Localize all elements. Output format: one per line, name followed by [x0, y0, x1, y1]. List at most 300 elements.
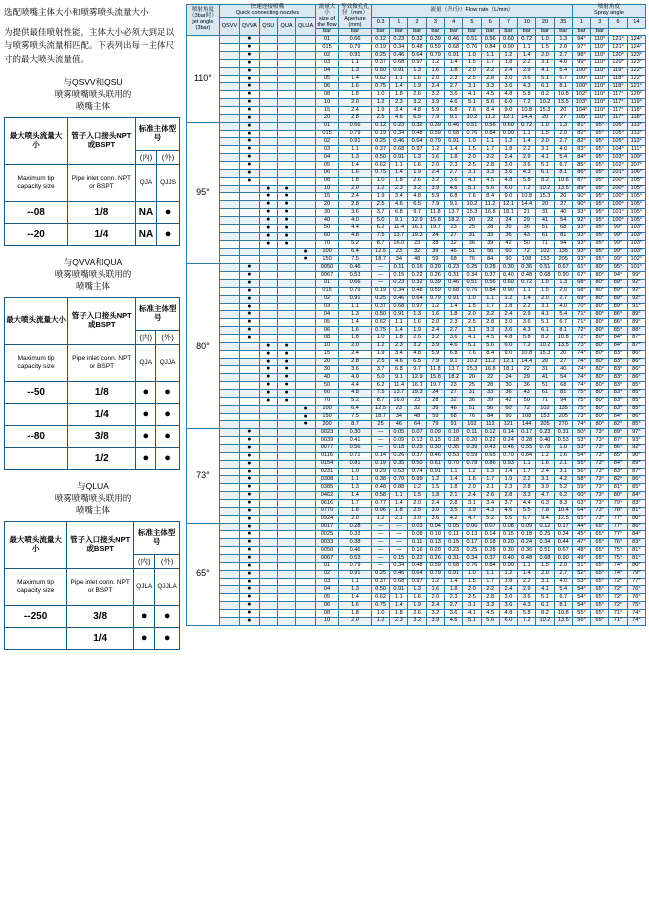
- cell-spray-angle: 65°: [591, 610, 609, 618]
- cell-nozzle-qua: [277, 248, 295, 256]
- cell-flow-rate: 0.78: [536, 444, 554, 452]
- cell-flow-rate: 1.2: [499, 52, 517, 60]
- cell-flow-rate: 0.46: [390, 52, 408, 60]
- cell-flow-rate: 0.19: [371, 130, 389, 138]
- cell-spray-angle: 51°: [572, 562, 590, 570]
- cell-nozzle-qvva: ●: [240, 610, 260, 618]
- cell-flow-rate: 0.16: [408, 264, 426, 272]
- cell-spray-angle: 93°: [572, 256, 590, 264]
- cell-nozzle-qua: ●: [277, 185, 295, 193]
- cell-flow-rate: 1.6: [426, 154, 444, 162]
- cell-flow-size: 0924: [315, 515, 338, 523]
- cell-flow-rate: —: [371, 264, 389, 272]
- cell-spray-angle: 73°: [572, 342, 590, 350]
- cell-flow-rate: 4.4: [518, 500, 536, 508]
- cell-flow-rate: 6.1: [536, 327, 554, 335]
- cell-nozzle-qlua: [296, 209, 316, 217]
- cell-flow-rate: 46: [445, 405, 463, 413]
- cell-flow-size: 0077: [315, 444, 338, 452]
- cell-flow-rate: 4.1: [463, 610, 481, 618]
- cell-aperture: 1.8: [339, 610, 372, 618]
- cell-flow-rate: 0.55: [518, 444, 536, 452]
- cell-aperture: 0.33: [339, 531, 372, 539]
- table-row: [187, 500, 646, 508]
- cell-nozzle-qvva: ●: [240, 75, 260, 83]
- cell-flow-rate: 2.2: [481, 311, 499, 319]
- cell-nozzle-qua: [277, 99, 295, 107]
- cell-flow-rate: 94: [554, 397, 572, 405]
- cell-flow-rate: 1.4: [518, 570, 536, 578]
- cell-nozzle-qsvv: [219, 358, 239, 366]
- cell-flow-rate: 6.8: [390, 209, 408, 217]
- cell-flow-rate: 0.79: [426, 570, 444, 578]
- cell-flow-rate: 2.3: [445, 319, 463, 327]
- cell-spray-angle: 74°: [609, 570, 627, 578]
- cell-flow-rate: 2.0: [426, 162, 444, 170]
- cell-spray-angle: 73°: [591, 500, 609, 508]
- cell-flow-rate: 102: [536, 405, 554, 413]
- cell-nozzle-qlua: [296, 138, 316, 146]
- cell-nozzle-qsvv: [219, 389, 239, 397]
- cell-nozzle-qua: [277, 617, 295, 625]
- cell-aperture: 2.4: [339, 107, 372, 115]
- cell-flow-rate: 43: [518, 232, 536, 240]
- cell-flow-rate: 1.2: [536, 452, 554, 460]
- cell-model-1: NA: [135, 201, 156, 223]
- cell-spray-angle: 80°: [591, 366, 609, 374]
- cell-flow-size: 10: [315, 185, 338, 193]
- cell-flow-rate: 9.7: [408, 209, 426, 217]
- cell-spray-angle: 95°: [591, 138, 609, 146]
- cell-nozzle-qvva: [240, 217, 260, 225]
- cell-nozzle-qlua: [296, 476, 316, 484]
- cell-nozzle-qvva: [240, 389, 260, 397]
- cell-nozzle-qsvv: [219, 523, 239, 531]
- cell-flow-rate: 1.9: [408, 169, 426, 177]
- cell-spray-angle: 54°: [572, 594, 590, 602]
- cell-nozzle-qua: [277, 421, 295, 429]
- cell-spray-angle: 84°: [609, 460, 627, 468]
- cell-flow-rate: 0.23: [536, 429, 554, 437]
- cell-flow-rate: 3.1: [463, 169, 481, 177]
- cell-flow-rate: 0.75: [371, 83, 389, 91]
- cell-nozzle-qua: [277, 146, 295, 154]
- cell-flow-rate: 7.6: [463, 107, 481, 115]
- cell-spray-angle: 100°: [609, 217, 627, 225]
- cell-flow-rate: 1.7: [518, 468, 536, 476]
- cell-spray-angle: 102°: [572, 91, 590, 99]
- cell-spray-angle: 85°: [627, 484, 645, 492]
- cell-flow-rate: 81: [554, 389, 572, 397]
- cell-flow-rate: 5.8: [518, 91, 536, 99]
- cell-flow-rate: 20: [463, 217, 481, 225]
- cell-flow-rate: 60: [499, 405, 517, 413]
- header-pressure: 35: [554, 17, 572, 29]
- cell-pipe-size: 1/2: [68, 447, 136, 469]
- cell-spray-angle: 118°: [627, 114, 645, 122]
- cell-flow-rate: 2.7: [445, 602, 463, 610]
- cell-nozzle-qsvv: [219, 405, 239, 413]
- cell-nozzle-qvva: ●: [240, 146, 260, 154]
- cell-spray-angle: 85°: [609, 327, 627, 335]
- cell-flow-size: 03: [315, 303, 338, 311]
- cell-flow-rate: 3.9: [426, 99, 444, 107]
- table-row: [5, 605, 180, 627]
- cell-nozzle-qvva: [240, 382, 260, 390]
- cell-flow-rate: 1.4: [518, 295, 536, 303]
- header-pressure: 7: [499, 17, 517, 29]
- table-row: [187, 279, 646, 287]
- cell-flow-rate: 135: [554, 248, 572, 256]
- cell-flow-rate: 5.4: [554, 311, 572, 319]
- cell-spray-angle: 124°: [627, 44, 645, 52]
- cell-nozzle-qsvv: [219, 311, 239, 319]
- cell-flow-rate: 1.9: [371, 107, 389, 115]
- cell-flow-rate: 6.0: [499, 185, 517, 193]
- cell-flow-rate: 0.25: [371, 295, 389, 303]
- cell-spray-angle: 75°: [572, 389, 590, 397]
- cell-nozzle-qsvv: [219, 99, 239, 107]
- cell-tip-size: --08: [5, 201, 68, 223]
- cell-flow-rate: 0.15: [445, 539, 463, 547]
- cell-flow-rate: 0.29: [371, 468, 389, 476]
- cell-spray-angle: 65°: [591, 547, 609, 555]
- cell-flow-rate: 8.7: [371, 397, 389, 405]
- cell-flow-rate: 10.4: [554, 507, 572, 515]
- cell-flow-rate: 0.37: [371, 578, 389, 586]
- cell-aperture: 1.8: [339, 177, 372, 185]
- cell-model-2: ●: [155, 627, 180, 649]
- cell-nozzle-qsu: [259, 36, 277, 44]
- cell-flow-size: 02: [315, 138, 338, 146]
- cell-nozzle-qlua: [296, 44, 316, 52]
- cell-nozzle-qsvv: [219, 342, 239, 350]
- cell-flow-rate: 39: [426, 405, 444, 413]
- body-selection-table: [4, 117, 180, 246]
- cell-spray-angle: 63°: [572, 500, 590, 508]
- cell-spray-angle: 74°: [572, 366, 590, 374]
- cell-flow-rate: 1.1: [445, 468, 463, 476]
- cell-spray-angle: 93°: [572, 232, 590, 240]
- cell-flow-rate: 11.8: [426, 366, 444, 374]
- cell-flow-rate: 1.2: [499, 570, 517, 578]
- table-row: [187, 515, 646, 523]
- cell-flow-rate: 3.6: [499, 327, 517, 335]
- cell-flow-rate: 8.1: [554, 327, 572, 335]
- cell-spray-angle: 75°: [572, 397, 590, 405]
- cell-flow-rate: 0.19: [371, 287, 389, 295]
- cell-nozzle-qua: [277, 547, 295, 555]
- cell-flow-rate: 2.4: [426, 602, 444, 610]
- cell-flow-rate: 10.8: [518, 350, 536, 358]
- cell-flow-rate: 18.2: [445, 374, 463, 382]
- body-selection-table: [4, 521, 180, 650]
- cell-flow-rate: 1.5: [408, 492, 426, 500]
- cell-flow-rate: 4.3: [518, 327, 536, 335]
- header-jet-angle: 喷射角度（3bar时） jet angle (3bar): [187, 5, 220, 36]
- cell-spray-angle: 87°: [609, 437, 627, 445]
- cell-spray-angle: 83°: [627, 539, 645, 547]
- cell-aperture: 0.79: [339, 130, 372, 138]
- cell-flow-rate: 5.2: [481, 515, 499, 523]
- cell-nozzle-qlua: [296, 547, 316, 555]
- cell-flow-rate: 0.48: [408, 44, 426, 52]
- cell-nozzle-qvva: ●: [240, 327, 260, 335]
- cell-spray-angle: 72°: [609, 594, 627, 602]
- cell-aperture: 1.7: [339, 500, 372, 508]
- col-pipe-inlet: 管子入口接头NPT或BSPT: [68, 297, 136, 344]
- cell-spray-angle: 80°: [591, 374, 609, 382]
- cell-flow-rate: 2.3: [499, 484, 517, 492]
- cell-spray-angle: 95°: [591, 162, 609, 170]
- cell-flow-rate: 4.0: [554, 59, 572, 67]
- cell-flow-rate: 68: [445, 413, 463, 421]
- cell-aperture: 1.3: [339, 484, 372, 492]
- cell-spray-angle: 65°: [591, 539, 609, 547]
- cell-flow-rate: 4.6: [445, 342, 463, 350]
- cell-nozzle-qvva: [240, 366, 260, 374]
- cell-flow-rate: 0.30: [426, 444, 444, 452]
- cell-flow-rate: 0.60: [499, 279, 517, 287]
- header-pressure: 20: [536, 17, 554, 29]
- cell-spray-angle: 83°: [609, 358, 627, 366]
- cell-nozzle-qsu: [259, 586, 277, 594]
- cell-flow-size: 15: [315, 107, 338, 115]
- cell-spray-angle: 72°: [609, 578, 627, 586]
- cell-spray-angle: 73°: [591, 429, 609, 437]
- cell-flow-rate: 91: [445, 421, 463, 429]
- cell-flow-rate: 15.3: [463, 366, 481, 374]
- cell-spray-angle: 80°: [591, 272, 609, 280]
- cell-flow-rate: 0.96: [371, 507, 389, 515]
- cell-flow-rate: 2.8: [481, 162, 499, 170]
- cell-nozzle-qvva: ●: [240, 177, 260, 185]
- cell-flow-rate: 4.8: [499, 610, 517, 618]
- header-bar-unit: bar: [390, 29, 408, 36]
- cell-flow-rate: 19.7: [426, 224, 444, 232]
- cell-flow-rate: 1.4: [445, 578, 463, 586]
- header-bar-unit: bar: [481, 29, 499, 36]
- cell-flow-rate: 1.1: [481, 295, 499, 303]
- right-column: [186, 4, 646, 626]
- cell-flow-rate: 1.7: [481, 303, 499, 311]
- table-row: [187, 531, 646, 539]
- cell-aperture: 0.91: [339, 52, 372, 60]
- cell-nozzle-qsu: [259, 311, 277, 319]
- cell-flow-size: 04: [315, 154, 338, 162]
- cell-spray-angle: 80°: [591, 287, 609, 295]
- header-bar-unit: bar: [445, 29, 463, 36]
- cell-nozzle-qsu: [259, 562, 277, 570]
- cell-flow-rate: 270: [554, 421, 572, 429]
- cell-nozzle-qsu: [259, 413, 277, 421]
- cell-nozzle-qsu: [259, 515, 277, 523]
- cell-nozzle-qvva: ●: [240, 287, 260, 295]
- cell-spray-angle: 105°: [627, 193, 645, 201]
- cell-flow-rate: 15.3: [536, 193, 554, 201]
- cell-nozzle-qvva: [240, 248, 260, 256]
- cell-spray-angle: 86°: [627, 358, 645, 366]
- cell-flow-size: 70: [315, 240, 338, 248]
- cell-flow-rate: 0.38: [371, 476, 389, 484]
- cell-spray-angle: 109°: [627, 154, 645, 162]
- header-bar-unit: bar: [499, 29, 517, 36]
- cell-nozzle-qua: [277, 154, 295, 162]
- cell-spray-angle: 48°: [572, 547, 590, 555]
- cell-flow-size: 06: [315, 169, 338, 177]
- header-spray-pressure: 3: [591, 17, 609, 29]
- cell-spray-angle: 106°: [627, 169, 645, 177]
- table-row: [187, 240, 646, 248]
- cell-spray-angle: 119°: [609, 67, 627, 75]
- cell-spray-angle: 74°: [609, 562, 627, 570]
- header-bar-unit: bar: [554, 29, 572, 36]
- cell-spray-angle: 65°: [572, 515, 590, 523]
- cell-nozzle-qua: [277, 460, 295, 468]
- cell-flow-rate: 1.6: [408, 162, 426, 170]
- cell-flow-rate: 6.1: [536, 169, 554, 177]
- cell-spray-angle: 67°: [572, 272, 590, 280]
- cell-flow-rate: 14.4: [518, 114, 536, 122]
- cell-nozzle-qsvv: [219, 382, 239, 390]
- cell-flow-rate: 2.0: [463, 311, 481, 319]
- cell-model-2: ●: [156, 403, 180, 425]
- cell-spray-angle: 95°: [591, 201, 609, 209]
- cell-flow-size: 08: [315, 91, 338, 99]
- cell-flow-rate: 0.59: [463, 452, 481, 460]
- cell-spray-angle: 92°: [627, 279, 645, 287]
- cell-nozzle-qua: [277, 107, 295, 115]
- cell-spray-angle: 73°: [591, 515, 609, 523]
- cell-nozzle-qsu: ●: [259, 240, 277, 248]
- cell-flow-rate: 31: [536, 366, 554, 374]
- cell-flow-rate: 3.1: [463, 327, 481, 335]
- cell-flow-rate: 2.5: [408, 507, 426, 515]
- cell-nozzle-qsvv: [219, 83, 239, 91]
- cell-flow-rate: 39: [426, 248, 444, 256]
- cell-spray-angle: 83°: [609, 350, 627, 358]
- cell-spray-angle: 71°: [609, 617, 627, 625]
- table-row: [5, 425, 180, 447]
- cell-flow-rate: 0.64: [408, 52, 426, 60]
- cell-nozzle-qsu: [259, 507, 277, 515]
- cell-nozzle-qsu: [259, 122, 277, 130]
- cell-flow-size: 200: [315, 421, 338, 429]
- cell-flow-size: 04: [315, 586, 338, 594]
- cell-aperture: 1.3: [339, 67, 372, 75]
- cell-spray-angle: 85°: [627, 389, 645, 397]
- cell-spray-angle: 123°: [627, 52, 645, 60]
- cell-flow-rate: 0.70: [445, 460, 463, 468]
- header-bar-unit: bar: [426, 29, 444, 36]
- cell-flow-rate: 18.7: [371, 256, 389, 264]
- cell-spray-angle: 84°: [609, 413, 627, 421]
- cell-flow-rate: 2.0: [536, 52, 554, 60]
- cell-spray-angle: 110°: [591, 59, 609, 67]
- cell-nozzle-qlua: [296, 562, 316, 570]
- cell-nozzle-qvva: ●: [240, 562, 260, 570]
- cell-spray-angle: 92°: [627, 287, 645, 295]
- cell-flow-rate: 84: [481, 256, 499, 264]
- cell-nozzle-qsu: [259, 421, 277, 429]
- cell-spray-angle: 81°: [627, 555, 645, 563]
- cell-flow-rate: 2.9: [518, 67, 536, 75]
- cell-spray-angle: 103°: [627, 248, 645, 256]
- cell-flow-rate: 0.62: [371, 594, 389, 602]
- cell-flow-rate: 2.0: [463, 154, 481, 162]
- cell-flow-rate: 0.68: [445, 44, 463, 52]
- cell-flow-rate: 0.68: [390, 303, 408, 311]
- cell-flow-rate: 7.2: [518, 342, 536, 350]
- cell-nozzle-qlua: [296, 107, 316, 115]
- cell-flow-size: 100: [315, 248, 338, 256]
- cell-flow-rate: 2.6: [408, 610, 426, 618]
- table-row: [187, 602, 646, 610]
- cell-nozzle-qlua: [296, 500, 316, 508]
- cell-flow-rate: 0.35: [390, 460, 408, 468]
- cell-flow-rate: 0.46: [445, 36, 463, 44]
- cell-nozzle-qvva: [240, 209, 260, 217]
- cell-flow-rate: 18.2: [445, 217, 463, 225]
- cell-spray-angle: 123°: [627, 59, 645, 67]
- cell-flow-rate: 1.0: [371, 177, 389, 185]
- cell-nozzle-qvva: ●: [240, 311, 260, 319]
- col-max-tip-capacity-en: Maximum tip capacity size: [5, 344, 68, 381]
- cell-flow-rate: 29: [518, 217, 536, 225]
- table-row: [187, 177, 646, 185]
- cell-flow-rate: 31: [463, 389, 481, 397]
- cell-flow-rate: 0.37: [408, 452, 426, 460]
- cell-flow-rate: 0.25: [536, 531, 554, 539]
- table-row: [187, 460, 646, 468]
- cell-flow-rate: 3.2: [426, 91, 444, 99]
- cell-flow-rate: 2.2: [481, 586, 499, 594]
- cell-flow-size: 03: [315, 146, 338, 154]
- cell-flow-rate: 153: [536, 413, 554, 421]
- cell-nozzle-qvva: ●: [240, 295, 260, 303]
- cell-flow-rate: 2.2: [481, 67, 499, 75]
- cell-nozzle-qvva: ●: [240, 107, 260, 115]
- cell-flow-rate: 6.8: [390, 366, 408, 374]
- cell-flow-rate: 1.5: [463, 59, 481, 67]
- cell-nozzle-qlua: [296, 295, 316, 303]
- cell-flow-rate: 3.9: [426, 185, 444, 193]
- cell-flow-rate: 0.91: [390, 154, 408, 162]
- table-row: [5, 403, 180, 425]
- cell-nozzle-qvva: [240, 397, 260, 405]
- cell-spray-angle: 110°: [591, 44, 609, 52]
- cell-flow-rate: 1.2: [463, 468, 481, 476]
- cell-flow-rate: 2.7: [554, 570, 572, 578]
- cell-aperture: 0.30: [339, 429, 372, 437]
- cell-spray-angle: 80°: [591, 350, 609, 358]
- cell-nozzle-qsvv: [219, 531, 239, 539]
- cell-spray-angle: 105°: [572, 114, 590, 122]
- cell-nozzle-qvva: ●: [240, 279, 260, 287]
- header-bar-unit: bar: [518, 29, 536, 36]
- cell-flow-size: 06: [315, 327, 338, 335]
- cell-spray-angle: 89°: [609, 287, 627, 295]
- cell-flow-rate: 4.1: [536, 586, 554, 594]
- table-row: [187, 350, 646, 358]
- cell-flow-rate: 2.0: [463, 67, 481, 75]
- cell-flow-rate: 5.8: [518, 334, 536, 342]
- cell-flow-rate: 0.90: [554, 272, 572, 280]
- table-row: [187, 492, 646, 500]
- cell-spray-angle: 110°: [591, 75, 609, 83]
- cell-spray-angle: 87°: [627, 342, 645, 350]
- cell-flow-rate: 4.1: [463, 334, 481, 342]
